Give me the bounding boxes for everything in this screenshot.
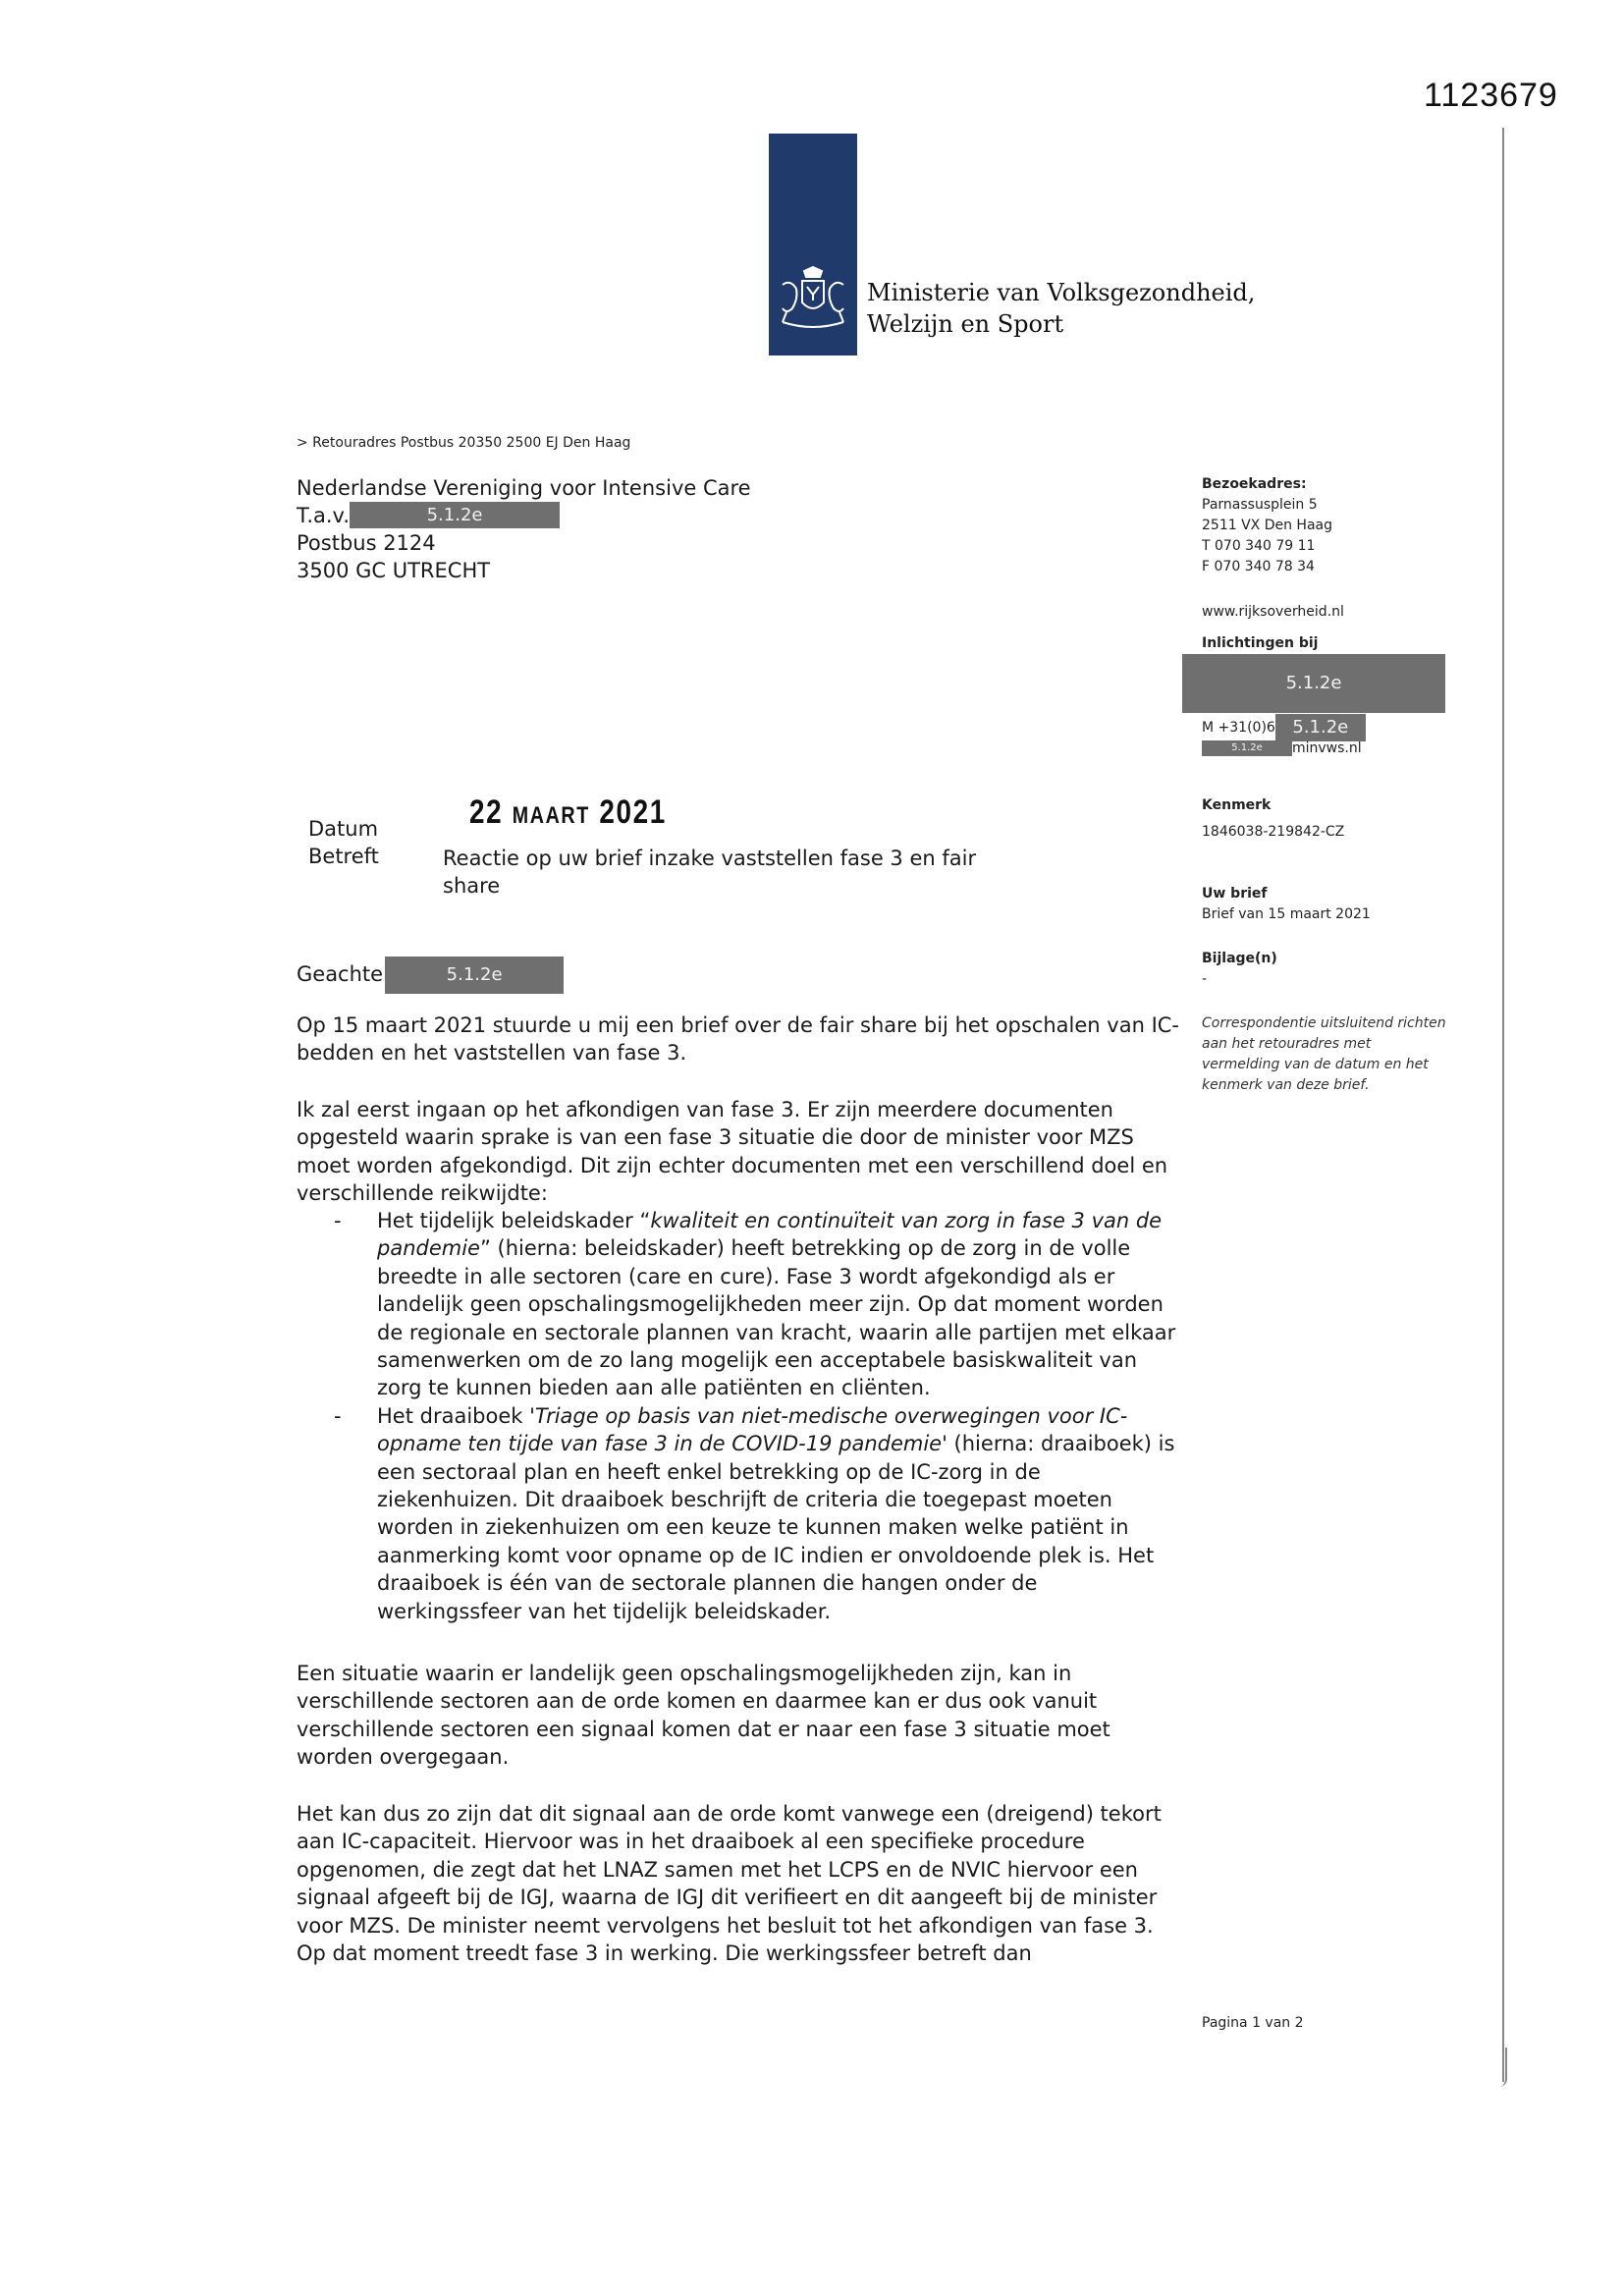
- attachments-value: -: [1202, 971, 1208, 987]
- email-suffix: minvws.nl: [1292, 740, 1362, 756]
- recipient-postbus: Postbus 2124: [297, 531, 436, 555]
- date-stamp: [469, 793, 667, 832]
- paragraph-2-text: Ik zal eerst ingaan op het afkondigen van fase 3. Er zijn meerdere documenten opgesteld waarin sprake is van een fase 3 situatie die door de minister voor MZS moet worden afgekondigd. Dit zijn echter documenten met een verschillend doel en verschillende reikwijdte:: [297, 1098, 1168, 1206]
- list-item: [334, 1402, 1178, 1625]
- email-line: [1202, 738, 1362, 759]
- attachments-heading: Bijlage(n): [1202, 951, 1277, 966]
- attachments-block: [1202, 949, 1277, 990]
- document-number: 1123679: [1424, 77, 1558, 114]
- coat-of-arms-icon: [769, 265, 857, 334]
- your-letter-heading: Uw brief: [1202, 886, 1268, 902]
- website-link[interactable]: www.rijksoverheid.nl: [1202, 604, 1344, 620]
- ministry-name-line1: Ministerie van Volksgezondheid,: [867, 279, 1256, 306]
- recipient-attn-prefix: T.a.v.: [297, 504, 351, 527]
- visit-city: 2511 VX Den Haag: [1202, 518, 1332, 533]
- subject-label: Betreft: [308, 845, 379, 868]
- ministry-name: [867, 277, 1255, 340]
- visit-street: Parnassusplein 5: [1202, 497, 1318, 513]
- paragraph-4: [297, 1800, 1180, 1967]
- redaction-box: 5.1.2e: [350, 502, 560, 528]
- stamp-day: 22: [469, 793, 504, 831]
- redaction-box: 5.1.2e: [1275, 714, 1366, 741]
- paragraph-3: [297, 1660, 1180, 1772]
- mobile-line: [1202, 714, 1366, 741]
- recipient-org: Nederlandse Vereniging voor Intensive Care: [297, 476, 751, 500]
- bullet-2-post: ' (hierna: draaiboek) is een sectoraal plan en heeft enkel betrekking op de IC-zorg in de ziekenhuizen. Dit draaiboek beschrijft de criteria die toegepast moeten worden in ziekenhuizen om een keuze te kunnen maken welke patiënt in aanmerking komt voor opname op de IC indien er onvoldoende plek is. Het draaiboek is één van de sectorale plannen die hangen onder de werkingssfeer van het tijdelijk beleidskader.: [377, 1432, 1175, 1623]
- date-label: Datum: [308, 817, 379, 841]
- redaction-box: 5.1.2e: [1182, 654, 1445, 713]
- visit-heading: Bezoekadres:: [1202, 476, 1307, 492]
- phone-number: T 070 340 79 11: [1202, 538, 1316, 554]
- list-item: [334, 1207, 1178, 1402]
- ministry-name-line2: Welzijn en Sport: [867, 310, 1064, 338]
- paragraph-3-text: Een situatie waarin er landelijk geen opschalingsmogelijkheden zijn, kan in verschillende sectoren aan de orde komen en daarmee kan er dus ook vanuit verschillende sectoren een signaal komen dat er naar een fase 3 situatie moet worden overgegaan.: [297, 1662, 1110, 1770]
- list-dash: -: [334, 1209, 342, 1232]
- page-edge-line: [1502, 128, 1504, 2082]
- mobile-prefix: M +31(0)6: [1202, 720, 1275, 736]
- stamp-month: MAART: [512, 802, 590, 829]
- sidebar-visit-address: [1202, 474, 1332, 577]
- redaction-box: 5.1.2e: [385, 957, 564, 994]
- recipient-block: [297, 474, 751, 584]
- page-edge-corner: [1499, 2048, 1507, 2087]
- redaction-box: 5.1.2e: [1202, 740, 1292, 756]
- return-address: > Retouradres Postbus 20350 2500 EJ Den Haag: [297, 435, 631, 451]
- recipient-city: 3500 GC UTRECHT: [297, 559, 491, 582]
- paragraph-1-text: Op 15 maart 2021 stuurde u mij een brief over de fair share bij het opschalen van IC-bedden en het vaststellen van fase 3.: [297, 1013, 1180, 1066]
- reference-heading: Kenmerk: [1202, 797, 1272, 813]
- fax-number: F 070 340 78 34: [1202, 559, 1315, 574]
- info-heading-text: Inlichtingen bij: [1202, 635, 1319, 651]
- bullet-1-pre: Het tijdelijk beleidskader “: [377, 1209, 651, 1232]
- salutation: [297, 957, 564, 994]
- reference-value: 1846038-219842-CZ: [1202, 824, 1345, 840]
- correspondence-note: Correspondentie uitsluitend richten aan het retouradres met vermelding van de datum en het kenmerk van deze brief.: [1202, 1015, 1446, 1093]
- your-letter-value: Brief van 15 maart 2021: [1202, 906, 1371, 922]
- info-heading: [1202, 633, 1318, 654]
- bullet-2-pre: Het draaiboek ': [377, 1403, 535, 1428]
- list-dash: -: [334, 1403, 342, 1428]
- subject-text: Reactie op uw brief inzake vaststellen fase 3 en fair share: [443, 847, 977, 898]
- bullet-list: [334, 1207, 1178, 1625]
- page-number: Pagina 1 van 2: [1202, 2015, 1304, 2031]
- paragraph-2: [297, 1096, 1180, 1208]
- salutation-prefix: Geachte: [297, 962, 384, 986]
- paragraph-1: [297, 1011, 1180, 1067]
- paragraph-4-text: Het kan dus zo zijn dat dit signaal aan de orde komt vanwege een (dreigend) tekort aan IC-capaciteit. Hiervoor was in het draaiboek al een specifieke procedure opgenomen, die zegt dat het LNAZ samen met het LCPS en de NVIC hiervoor een signaal afgeeft bij de IGJ, waarna de IGJ dit verifieert en dit aangeeft bij de minister voor MZS. De minister neemt vervolgens het besluit tot het afkondigen van fase 3. Op dat moment treedt fase 3 in werking. Die werkingssfeer betreft dan: [297, 1802, 1162, 1966]
- stamp-year: 2021: [599, 793, 667, 831]
- bullet-1-post: ” (hierna: beleidskader) heeft betrekking op de zorg in de volle breedte in alle sectoren (care en cure). Fase 3 wordt afgekondigd als er landelijk geen opschalingsmogelijkheden meer zijn. Op dat moment worden de regionale en sectorale plannen van kracht, waarin alle partijen met elkaar samenwerken om de zo lang mogelijk een acceptabele basiskwaliteit van zorg te kunnen bieden aan alle patiënten en cliënten.: [377, 1236, 1176, 1400]
- bullet-1-italic: kwaliteit en continuïteit van zorg in fase 3 van de pandemie: [377, 1209, 1163, 1261]
- recipient-attn: [297, 502, 751, 529]
- your-letter-block: [1202, 884, 1371, 925]
- bullet-2-italic: Triage op basis van niet-medische overwegingen voor IC-opname ten tijde van fase 3 in de COVID-19 pandemie: [377, 1403, 1128, 1456]
- reference-block: [1202, 795, 1344, 843]
